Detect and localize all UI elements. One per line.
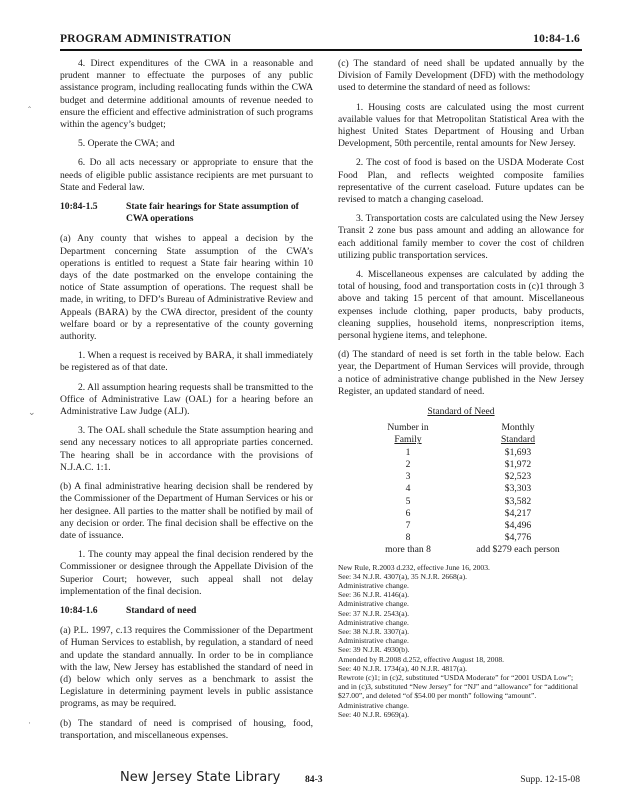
paragraph: (c) The standard of need shall be updated annually by the Division of Family Development (DFD) with the methodology used to determine the standard of need as follows: [338,58,584,94]
history-line: New Rule, R.2003 d.232, effective June 16, 2003. [338,562,490,572]
section-number: 10:84-1.6 [60,604,98,616]
monthly-standard-cell: $3,303 [504,483,532,495]
paragraph: (a) Any county that wishes to appeal a decision by the Department concerning State assumption of the CWA’s operations is entitled to request a State fair hearing within 10 days of the date postmarked on the envelope containing the notice of State assumption of operations. The request shall be made, in writing, to DFD’s Bureau of Administrative Review and Appeals (BARA) by the CWA director, president of the county welfare board or by a representative of the county governing authority. [60,233,313,343]
family-size-cell: 8 [405,532,411,544]
paragraph: 6. Do all acts necessary or appropriate to ensure that the needs of eligible public assistance recipients are met pursuant to State and Federal law. [60,157,313,193]
paragraph: 3. Transportation costs are calculated using the New Jersey Transit 2 zone bus pass amount and adding an allowance for each additional family member to cover the cost of children utilizing public transportation services. [338,213,584,261]
section-title: State fair hearings for State assumption of CWA operations [126,201,299,225]
history-line: Administrative change. [338,617,409,627]
monthly-standard-cell: $4,217 [504,507,532,519]
monthly-standard-cell: $4,496 [504,519,532,531]
paragraph: 2. All assumption hearing requests shall be transmitted to the Office of Administrative Law (OAL) for a hearing before an Administrative Law Judge (ALJ). [60,381,313,418]
history-line: Rewrote (c)1; in (c)2, substituted “USDA Moderate” for “2001 USDA Low”; and in (c)3, substituted “New Jersey” for “NJ” and “allowance” for “additional $27.00”, and deleted “of $54.00 per month” following “amount”. [338,672,578,701]
paragraph: 4. Direct expenditures of the CWA in a reasonable and prudent manner to effectuate the purposes of any public assistance program, including reallocating funds within the CWA budget and determine additional amounts of revenue needed to ensure the efficient and effective administration of such programs within the agency’s budget; [60,58,313,131]
paragraph: (b) The standard of need is comprised of housing, food, transportation, and miscellaneous expenses. [60,717,313,741]
header-chapter-title: PROGRAM ADMINISTRATION [60,33,232,45]
table-title: Standard of Need [427,406,495,418]
section-title: Standard of need [126,604,197,616]
page-number: 84-3 [305,774,323,785]
family-size-cell: 4 [405,483,411,495]
margin-mark: ⌄ [28,407,36,417]
history-line: See: 34 N.J.R. 4307(a), 35 N.J.R. 2668(a). [338,571,468,581]
family-size-cell: 5 [405,495,411,507]
monthly-standard-cell: $4,776 [504,532,532,544]
history-line: Amended by R.2008 d.252, effective August 18, 2008. [338,654,505,664]
monthly-standard-cell: $2,523 [504,471,532,483]
history-line: See: 40 N.J.R. 1734(a), 40 N.J.R. 4817(a). [338,663,468,673]
section-number: 10:84-1.5 [60,201,98,213]
paragraph: 1. When a request is received by BARA, it shall immediately be registered as of that date. [60,350,313,374]
family-size-cell: 1 [405,446,411,458]
library-watermark: New Jersey State Library [120,770,281,785]
table-row [358,471,578,483]
column-header: Standard [500,434,536,446]
history-line: Administrative change. [338,636,409,646]
paragraph: (b) A final administrative hearing decision shall be rendered by the Commissioner of the Department of Human Services or his or her designee. All parties to the matter shall be notified by mail of any decision or order. The final decision shall be effective on the date of issuance. [60,481,313,541]
history-line: Administrative change. [338,580,409,590]
history-line: See: 38 N.J.R. 3307(a). [338,626,410,636]
supplement-date: Supp. 12-15-08 [520,774,580,785]
history-notes [338,563,584,719]
margin-mark: · [28,718,31,728]
table-row [358,508,578,520]
page-footer [0,770,618,790]
table-row [358,496,578,508]
paragraph: (a) P.L. 1997, c.13 requires the Commissioner of the Department of Human Services to establish, by regulation, a standard of need and update the standard annually. In order to be in compliance with the law, New Jersey has established the standard of need in (d) below which only serves as a benchmark to assist the Legislature in determining payment levels in public assistance programs, as may be required. [60,625,313,710]
table-row [358,532,578,544]
header-section-number: 10:84-1.6 [533,33,580,45]
paragraph: 1. The county may appeal the final decision rendered by the Commissioner or designee through the Appellate Division of the Superior Court; however, such appeal shall not delay implementation of the final decision. [60,549,313,597]
family-size-cell: 7 [405,519,411,531]
paragraph: 2. The cost of food is based on the USDA Moderate Cost Food Plan, and reflects weighted composite families representative of the current caseload. Future updates can be revised to match a changing caseload. [338,157,584,206]
column-header: Family [394,434,422,446]
section-heading [60,605,313,617]
table-row [358,520,578,532]
monthly-standard-cell: $1,972 [504,458,532,470]
family-size-cell: 6 [405,507,411,519]
table-header-row [358,422,578,434]
left-column [60,58,313,749]
column-header: Monthly [501,422,535,434]
family-size-cell: 3 [405,471,411,483]
history-line: See: 36 N.J.R. 4146(a). [338,590,410,600]
standard-of-need-table [358,422,578,556]
table-header-row [358,434,578,446]
paragraph: 5. Operate the CWA; and [78,138,175,150]
right-column [338,58,584,719]
table-row [358,459,578,471]
header-rule [60,49,582,51]
paragraph: 1. Housing costs are calculated using the most current available values for that Metropolitan Statistical Area with the highest United States Department of Housing and Urban Development, 50th percentile, rental amounts for New Jersey. [338,101,584,150]
table-row [358,483,578,495]
history-line: See: 37 N.J.R. 2543(a). [338,608,410,618]
column-header: Number in [387,422,429,434]
table-row [358,447,578,459]
paragraph: 3. The OAL shall schedule the State assumption hearing and send any necessary notices to all appropriate parties concerned. The hearing shall be in accordance with the provisions of N.J.A.C. 1:1. [60,425,313,473]
monthly-standard-cell: $3,582 [504,495,532,507]
paragraph: 4. Miscellaneous expenses are calculated by adding the total of housing, food and transportation costs in (c)1 through 3 above and taking 15 percent of that amount. Miscellaneous expenses include clothing, paper products, baby products, cleaning supplies, household items, nonprescription items, personal hygiene items, and telephone. [338,269,584,342]
history-line: Administrative change. [338,700,409,710]
margin-mark: ‸ [28,98,32,108]
monthly-standard-cell: $1,693 [504,446,532,458]
history-line: See: 39 N.J.R. 4930(b). [338,645,410,655]
table-row [358,544,578,556]
section-heading [60,201,313,225]
family-size-cell: 2 [405,458,411,470]
history-line: Administrative change. [338,599,409,609]
paragraph: (d) The standard of need is set forth in the table below. Each year, the Department of Human Services will provide, through a notice of administrative change published in the New Jersey Register, an updated standard of need. [338,349,584,397]
running-header [60,33,580,47]
family-size-cell: more than 8 [385,544,431,556]
history-line: See: 40 N.J.R. 6969(a). [338,709,410,719]
monthly-standard-cell: add $279 each person [476,544,560,556]
